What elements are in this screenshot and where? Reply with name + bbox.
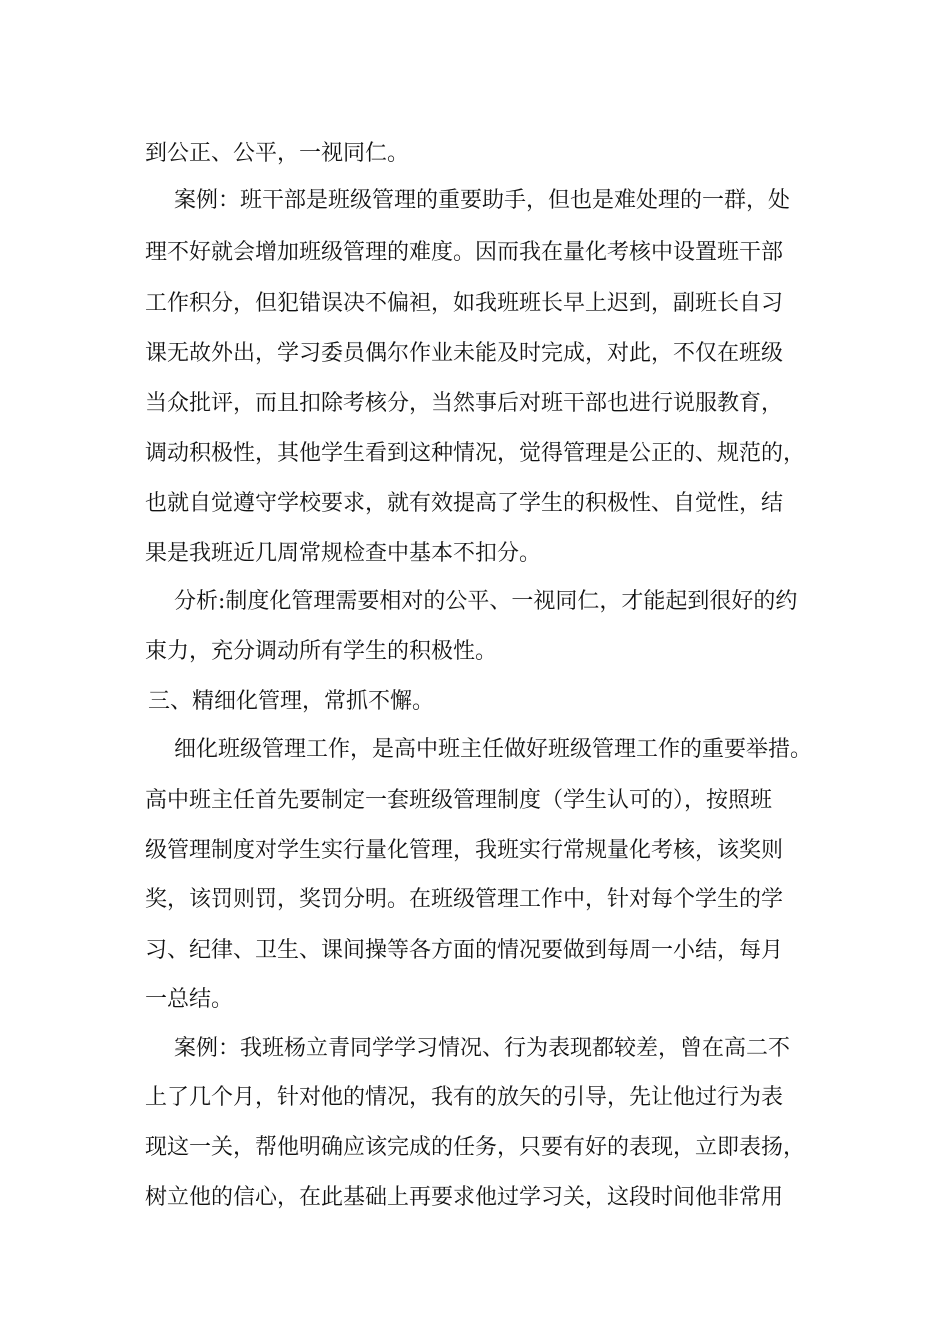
text-line: 树立他的信心，在此基础上再要求他过学习关，这段时间他非常用 [145,1185,784,1210]
text-line: 束力，充分调动所有学生的积极性。 [145,639,498,664]
text-line: 奖，该罚则罚，奖罚分明。在班级管理工作中，针对每个学生的学 [145,887,784,912]
text-line: 调动积极性，其他学生看到这种情况，觉得管理是公正的、规范的， [145,441,806,466]
text-line: 到公正、公平，一视同仁。 [145,141,410,166]
text-line: 案例：我班杨立青同学学习情况、行为表现都较差，曾在高二不 [174,1036,791,1061]
text-line: 案例：班干部是班级管理的重要助手，但也是难处理的一群，处 [174,188,791,213]
text-line: 课无故外出，学习委员偶尔作业未能及时完成，对此，不仅在班级 [145,341,784,366]
section-heading: 三、精细化管理，常抓不懈。 [148,689,435,714]
text-line: 现这一关，帮他明确应该完成的任务，只要有好的表现，立即表扬， [145,1135,806,1160]
text-line: 习、纪律、卫生、课间操等各方面的情况要做到每周一小结，每月 [145,938,784,963]
text-line: 细化班级管理工作，是高中班主任做好班级管理工作的重要举措。 [174,737,813,762]
text-line: 也就自觉遵守学校要求，就有效提高了学生的积极性、自觉性，结 [145,491,784,516]
text-line: 分析:制度化管理需要相对的公平、一视同仁，才能起到很好的约 [174,589,798,614]
text-line: 当众批评，而且扣除考核分，当然事后对班干部也进行说服教育， [145,391,784,416]
text-line: 高中班主任首先要制定一套班级管理制度（学生认可的），按照班 [145,788,773,813]
text-line: 理不好就会增加班级管理的难度。因而我在量化考核中设置班干部 [145,240,784,265]
text-line: 上了几个月，针对他的情况，我有的放矢的引导，先让他过行为表 [145,1085,784,1110]
text-line: 工作积分，但犯错误决不偏袒，如我班班长早上迟到，副班长自习 [145,291,784,316]
text-line: 级管理制度对学生实行量化管理，我班实行常规量化考核，该奖则 [145,838,784,863]
text-line: 果是我班近几周常规检查中基本不扣分。 [145,541,542,566]
text-line: 一总结。 [145,987,234,1012]
